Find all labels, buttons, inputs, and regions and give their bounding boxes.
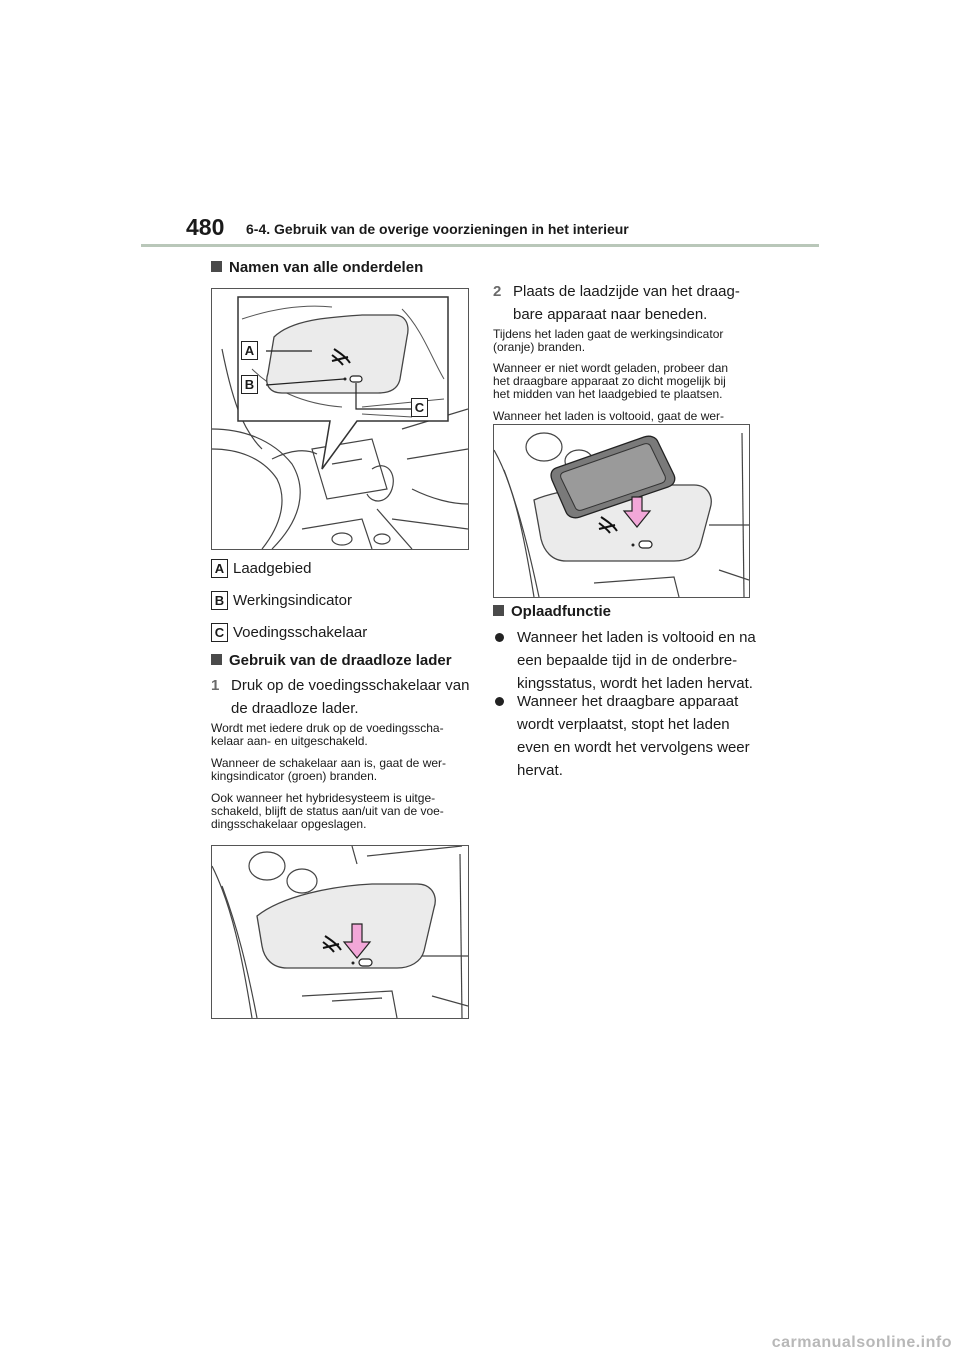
section-title: 6-4. Gebruik van de overige voorzieningen in het interieur	[246, 221, 629, 237]
callout-b: B	[241, 375, 258, 394]
bullet-line: Wanneer het draagbare apparaat	[517, 693, 739, 710]
parts-heading-text: Namen van alle onderdelen	[229, 259, 424, 276]
legend-item-c	[211, 623, 367, 642]
watermark: carmanualsonline.info	[771, 1334, 952, 1351]
right-note-2	[493, 362, 753, 401]
callout-c: C	[411, 398, 428, 417]
usage-heading	[211, 651, 452, 671]
note-line: Wordt met iedere druk op de voedingsscha-	[211, 721, 444, 735]
legend-badge: B	[211, 591, 228, 610]
bullet-line: kingsstatus, wordt het laden hervat.	[517, 675, 753, 692]
bullet-line: wordt verplaatst, stopt het laden	[517, 716, 730, 733]
step-number: 1	[211, 677, 220, 694]
legend-badge: A	[211, 559, 228, 578]
legend-label: Werkingsindicator	[233, 592, 352, 609]
legend-badge: C	[211, 623, 228, 642]
note-line: het midden van het laadgebied te plaatsen.	[493, 387, 723, 401]
parts-heading	[211, 258, 423, 278]
heading-square-icon	[493, 605, 504, 616]
press-switch-illustration	[212, 846, 468, 1018]
bullet-line: een bepaalde tijd in de onderbre-	[517, 652, 738, 669]
console-overview-illustration	[212, 289, 468, 549]
recharge-heading	[493, 602, 611, 622]
callout-a: A	[241, 341, 258, 360]
note-line: dingsschakelaar opgeslagen.	[211, 817, 367, 831]
usage-heading-text: Gebruik van de draadloze lader	[229, 652, 452, 669]
right-note-1	[493, 328, 753, 354]
bullet-line: even en wordt het vervolgens weer	[517, 739, 750, 756]
note-line: Tijdens het laden gaat de werkingsindicator	[493, 327, 724, 341]
legend-label: Laadgebied	[233, 560, 312, 577]
place-device-illustration	[494, 425, 749, 597]
heading-square-icon	[211, 654, 222, 665]
step-text-line: bare apparaat naar beneden.	[513, 306, 708, 323]
note-line: Wanneer het laden is voltooid, gaat de wer-	[493, 409, 725, 423]
step-1	[211, 675, 471, 719]
page-number: 480	[186, 214, 225, 240]
power-switch-shape	[359, 959, 372, 966]
step-number: 2	[493, 283, 502, 300]
bullet-item-1	[493, 627, 763, 694]
step-text-line: Plaats de laadzijde van het draag-	[513, 283, 740, 300]
step-text-line: de draadloze lader.	[231, 700, 359, 717]
left-note-3	[211, 792, 471, 831]
note-line: Ook wanneer het hybridesysteem is uitge-	[211, 791, 436, 805]
figure-press-switch	[211, 845, 469, 1019]
legend-label: Voedingsschakelaar	[233, 624, 368, 641]
note-line: kingsindicator (groen) branden.	[211, 769, 378, 783]
note-line: het draagbare apparaat zo dicht mogelijk bij	[493, 374, 726, 388]
bullet-item-2	[493, 691, 763, 781]
note-line: kelaar aan- en uitgeschakeld.	[211, 734, 368, 748]
bullet-line: hervat.	[517, 762, 563, 779]
bullet-line: Wanneer het laden is voltooid en na	[517, 629, 756, 646]
bullet-dot-icon	[495, 633, 504, 642]
note-line: schakeld, blijft de status aan/uit van de voe-	[211, 804, 444, 818]
left-note-2	[211, 757, 471, 783]
header-rule	[141, 244, 819, 247]
note-line: Wanneer er niet wordt geladen, probeer dan	[493, 361, 729, 375]
figure-parts-overview	[211, 288, 469, 550]
legend-item-a	[211, 559, 311, 578]
note-line: (oranje) branden.	[493, 340, 586, 354]
left-note-1	[211, 722, 471, 748]
figure-place-device	[493, 424, 750, 598]
power-switch-shape	[639, 541, 652, 548]
power-switch-shape	[350, 376, 362, 382]
heading-square-icon	[211, 261, 222, 272]
step-text-line: Druk op de voedingsschakelaar van	[231, 677, 470, 694]
legend-item-b	[211, 591, 352, 610]
recharge-heading-text: Oplaadfunctie	[511, 603, 612, 620]
bullet-dot-icon	[495, 697, 504, 706]
note-line: Wanneer de schakelaar aan is, gaat de wer-	[211, 756, 447, 770]
step-2	[493, 281, 763, 325]
